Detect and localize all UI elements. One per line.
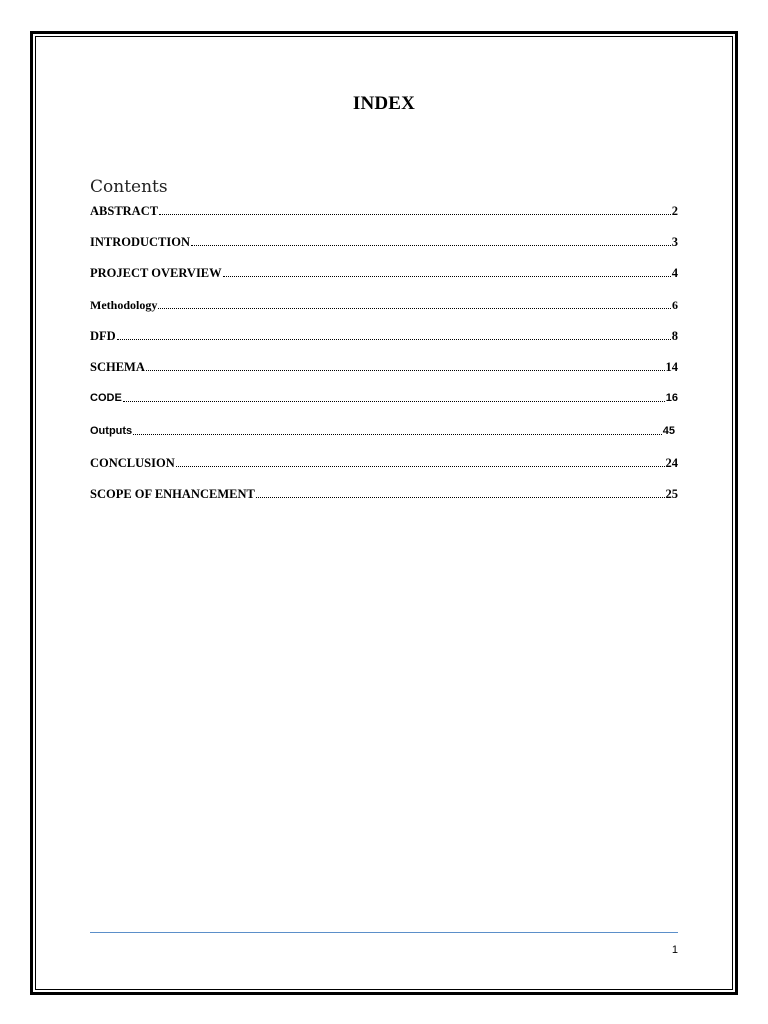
footer-page-number: 1 [671, 944, 678, 956]
toc-dot-leader [176, 465, 665, 467]
toc-dot-leader [146, 369, 665, 371]
toc-entry-label: PROJECT OVERVIEW [90, 266, 222, 280]
toc-entry-page: 25 [665, 487, 678, 501]
toc-entry-code[interactable] [90, 388, 678, 406]
page-title: INDEX [352, 93, 416, 114]
toc-entry-page: 4 [671, 266, 678, 280]
toc-dot-leader [191, 244, 671, 246]
toc-entry-label: ABSTRACT [90, 204, 159, 218]
toc-entry-label: CODE [90, 392, 122, 404]
toc-dot-leader [158, 307, 671, 309]
toc-entry-label: Outputs [90, 425, 133, 437]
toc-entry-abstract[interactable] [90, 201, 678, 219]
contents-heading: Contents [90, 177, 168, 197]
toc-entry-page: 45 [662, 425, 675, 437]
footer-rule [90, 932, 678, 933]
toc-dot-leader [256, 496, 665, 498]
toc-entry-label: SCOPE OF ENHANCEMENT [90, 487, 255, 501]
toc-entry-conclusion[interactable] [90, 453, 678, 471]
toc-entry-label: SCHEMA [90, 360, 145, 374]
toc-entry-schema[interactable] [90, 357, 678, 375]
toc-entry-page: 16 [665, 392, 678, 404]
toc-dot-leader [159, 213, 671, 215]
toc-entry-dfd[interactable] [90, 326, 678, 344]
toc-entry-page: 2 [671, 204, 678, 218]
toc-entry-page: 14 [665, 360, 678, 374]
toc-entry-methodology[interactable] [90, 295, 678, 313]
toc-dot-leader [123, 400, 665, 402]
toc-entry-page: 6 [672, 298, 678, 312]
toc-entry-label: DFD [90, 329, 116, 343]
toc-entry-page: 24 [665, 456, 678, 470]
toc-entry-label: CONCLUSION [90, 456, 175, 470]
toc-entry-project-overview[interactable] [90, 263, 678, 281]
toc-dot-leader [133, 433, 662, 435]
toc-entry-scope-of-enhancement[interactable] [90, 484, 678, 502]
toc-entry-outputs[interactable] [90, 421, 678, 439]
toc-entry-label: Methodology [90, 298, 158, 312]
toc-entry-page: 8 [671, 329, 678, 343]
toc-dot-leader [223, 275, 671, 277]
toc-entry-page: 3 [671, 235, 678, 249]
toc-entry-introduction[interactable] [90, 232, 678, 250]
toc-entry-label: INTRODUCTION [90, 235, 191, 249]
toc-dot-leader [117, 338, 671, 340]
